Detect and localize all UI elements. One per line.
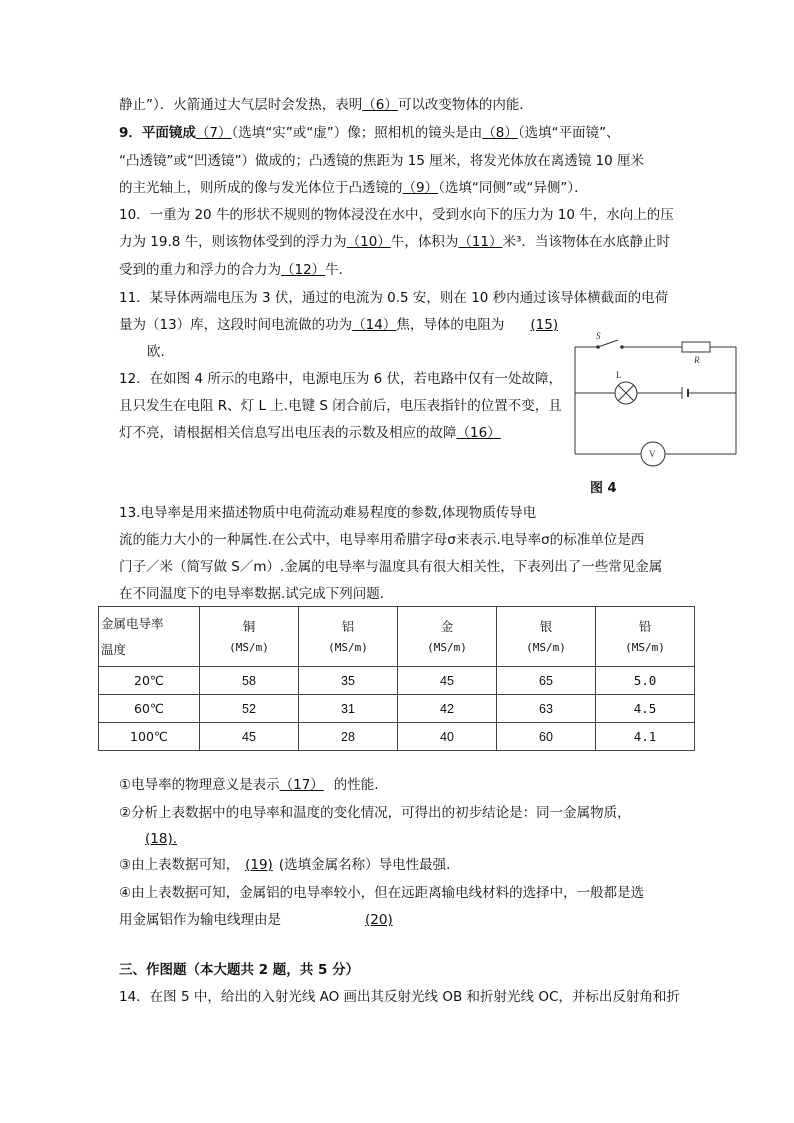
q13-line4: 在不同温度下的电导率数据.试完成下列问题. (119, 586, 385, 602)
blank-9: （9） (402, 180, 439, 196)
metal-name: 铝 (341, 618, 355, 634)
blank-15: (15) (530, 317, 559, 333)
header-metal-2 (398, 607, 497, 667)
blank-20: (20) (365, 912, 393, 928)
blank-14: （14） (352, 317, 397, 333)
battery-icon (682, 387, 688, 399)
value-cell: 28 (299, 723, 398, 751)
text: 9．平面镜成 (119, 125, 196, 141)
table-row (99, 695, 695, 723)
q12-line2: 且只发生在电阻 R、灯 L 上.电键 S 闭合前后，电压表指针的位置不变，且 (119, 398, 562, 414)
header-metal-0 (200, 607, 299, 667)
value-cell: 60 (497, 723, 596, 751)
q10-line3 (119, 261, 352, 279)
text: 焦，导体的电阻为 (396, 317, 505, 333)
blank-18: (18). (145, 831, 178, 847)
metal-name: 金 (440, 618, 454, 634)
conductivity-table (98, 606, 695, 751)
text: 力为 19.8 牛，则该物体受到的浮力为 (119, 234, 347, 250)
unit: (MS/m) (427, 640, 467, 654)
value-cell: 4.5 (596, 695, 695, 723)
metal-name: 银 (539, 618, 553, 634)
sub-q2: ②分析上表数据中的电导率和温度的变化情况，可得出的初步结论是：同一金属物质， (119, 805, 631, 821)
header-metal-1 (299, 607, 398, 667)
value-cell: 42 (398, 695, 497, 723)
metal-name: 铜 (242, 618, 256, 634)
value-cell: 65 (497, 667, 596, 695)
text: 量为（13）库，这段时间电流做的功为 (119, 317, 353, 333)
text: 受到的重力和浮力的合力为 (119, 262, 281, 278)
blank-8: （8） (482, 125, 518, 141)
q11-line1: 11．某导体两端电压为 3 伏，通过的电流为 0.5 安，则在 10 秒内通过该导体横截面的电荷 (119, 290, 669, 306)
value-cell: 52 (200, 695, 299, 723)
header-metal-4 (596, 607, 695, 667)
switch-label: S (596, 331, 601, 341)
sub-q2-blank (119, 830, 177, 848)
temp-cell: 60℃ (99, 695, 200, 723)
text: （选填“平面镜”、 (517, 125, 620, 141)
text: 灯不亮，请根据相关信息写出电压表的示数及相应的故障 (119, 425, 457, 441)
text: 米³．当该物体在水底静止时 (502, 234, 670, 250)
value-cell: 4.1 (596, 723, 695, 751)
unit: (MS/m) (625, 640, 665, 654)
q11-line3: 欧. (147, 344, 165, 360)
text: ①电导率的物理意义是表示 (119, 777, 280, 793)
q13-line3: 门子／米（简写做 S／m）.金属的电导率与温度具有很大相关性，下表列出了一些常见金属 (119, 559, 663, 575)
section-title: 三、作图题（本大题共 2 题，共 5 分） (119, 962, 360, 978)
text: 的主光轴上，则所成的像与发光体位于凸透镜的 (119, 180, 403, 196)
text: （选填“同侧”或“异侧”）． (438, 180, 588, 196)
q10-line2 (119, 233, 670, 251)
header-metal-3 (497, 607, 596, 667)
blank-19: (19) (245, 857, 273, 873)
unit: (MS/m) (328, 640, 368, 654)
table-header-row (99, 607, 695, 667)
value-cell: 45 (200, 723, 299, 751)
lamp-icon (615, 382, 637, 404)
sub-q1 (119, 776, 379, 794)
sub-q4-line1: ④由上表数据可知，金属铝的电导率较小，但在远距离输电线材料的选择中，一般都是选 (119, 885, 645, 901)
blank-11: （11） (458, 234, 503, 250)
blank-12: （12） (281, 262, 326, 278)
text: 牛． (325, 262, 353, 278)
q13-line2: 流的能力大小的一种属性.在公式中，电导率用希腊字母σ来表示.电导率σ的标准单位是西 (119, 532, 645, 548)
unit: (MS/m) (229, 640, 269, 654)
corner-cell (99, 607, 200, 667)
value-cell: 31 (299, 695, 398, 723)
voltmeter-label: V (649, 449, 656, 459)
q12-line1: 12．在如图 4 所示的电路中，电源电压为 6 伏，若电路中仅有一处故障， (119, 371, 563, 387)
text: 的性能. (333, 777, 379, 793)
value-cell: 5.0 (596, 667, 695, 695)
value-cell: 35 (299, 667, 398, 695)
text: 用金属铝作为输电线理由是 (119, 912, 281, 928)
value-cell: 40 (398, 723, 497, 751)
switch-contact (620, 345, 624, 349)
text: 牛，体积为 (390, 234, 459, 250)
table-row (99, 667, 695, 695)
unit: (MS/m) (526, 640, 566, 654)
corner-bottom: 温度 (101, 641, 127, 657)
q9-line3 (119, 179, 588, 197)
q13-line1: 13.电导率是用来描述物质中电荷流动难易程度的参数,体现物质传导电 (119, 505, 537, 521)
blank-6: （6） (362, 97, 398, 113)
sub-q4-line2 (119, 911, 423, 929)
resistor-label: R (694, 355, 700, 365)
corner-top: 金属电导率 (101, 615, 164, 631)
q10-line1: 10．一重为 20 牛的形状不规则的物体浸没在水中，受到水向下的压力为 10 牛，水向上的压 (119, 207, 674, 223)
blank-7: （7） (195, 125, 232, 141)
text: (选填金属名称）导电性最强. (278, 857, 451, 873)
value-cell: 63 (497, 695, 596, 723)
value-cell: 45 (398, 667, 497, 695)
q11-line2 (119, 316, 558, 334)
table-row (99, 723, 695, 751)
switch-contact (596, 345, 600, 349)
blank-10: （10） (346, 234, 391, 250)
sub-q3 (119, 856, 450, 874)
text: 可以改变物体的内能． (397, 97, 533, 113)
temp-cell: 20℃ (99, 667, 200, 695)
metal-name: 铅 (638, 618, 652, 634)
lamp-label: L (616, 370, 622, 380)
temp-cell: 100℃ (99, 723, 200, 751)
q9-line2: “凸透镜”或“凹透镜”）做成的；凸透镜的焦距为 15 厘米，将发光体放在离透镜 10 厘米 (119, 153, 644, 169)
text: （选填“实”或“虚”）像；照相机的镜头是由 (231, 125, 483, 141)
text: 静止”）．火箭通过大气层时会发热，表明 (119, 97, 363, 113)
text: ③由上表数据可知， (119, 857, 240, 873)
q8-continuation (119, 96, 533, 114)
circuit-diagram (570, 330, 750, 470)
blank-17: （17） (279, 777, 324, 793)
q9-line1 (119, 124, 620, 142)
blank-16: （16） (456, 425, 501, 441)
figure-caption: 图 4 (590, 481, 617, 496)
value-cell: 58 (200, 667, 299, 695)
q14-line1: 14．在图 5 中，给出的入射光线 AO 画出其反射光线 OB 和折射光线 OC，并标出反射角和折 (119, 989, 680, 1005)
q12-line3 (119, 424, 549, 442)
